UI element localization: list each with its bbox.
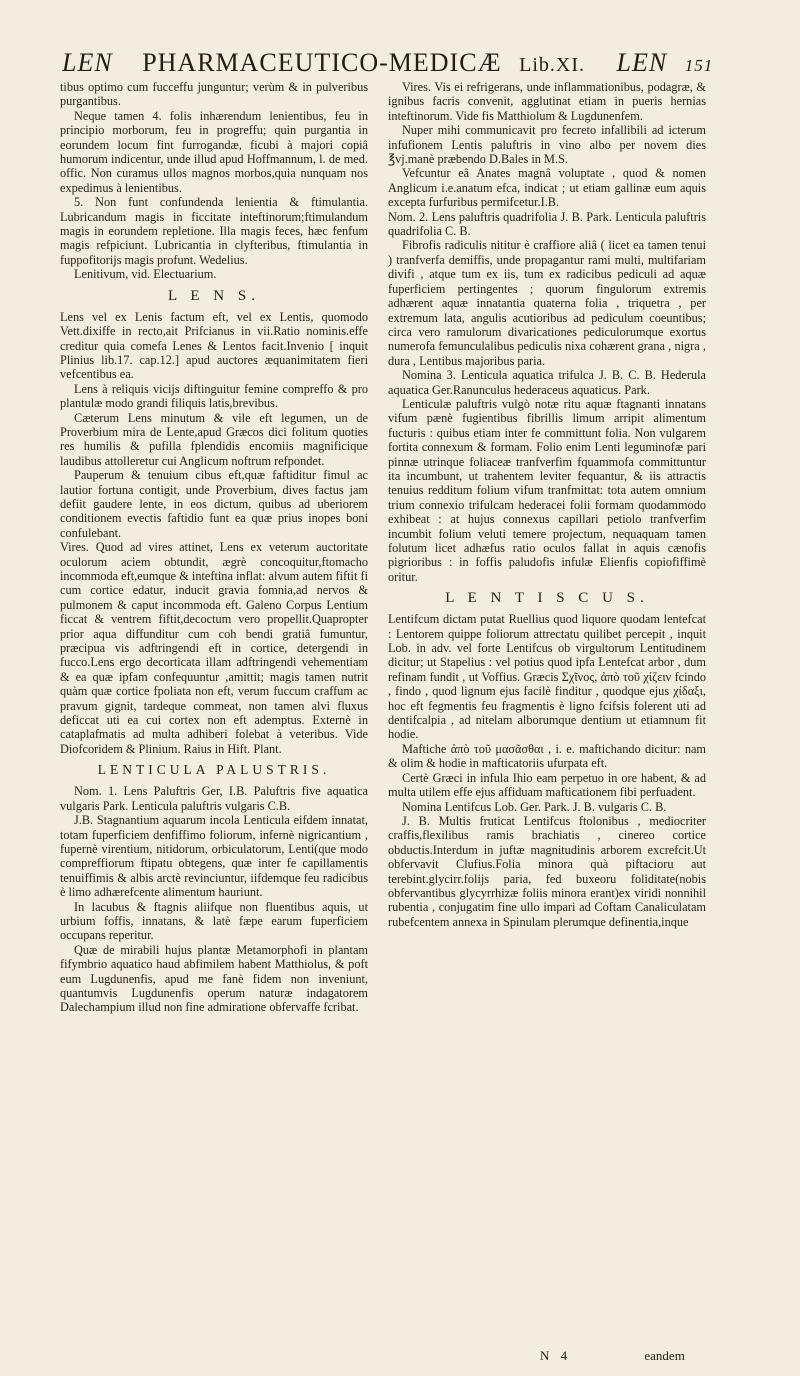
paragraph: Lens vel ex Lenis factum eft, vel ex Lentis, quomodo Vett.dixiffe in recto,ait Prifcianus in vii.Ratio nominis.effe creditur quia comefa Lenes & Lentos facit.Invenio [ inquit Plinius lib.17. cap.12.] apud auctores æquanimitatem fieri vefcentibus ea.: [60, 309, 368, 382]
paragraph: Lens à reliquis vicijs diftinguitur femine compreffo & pro plantulæ modo grandi filiquis latis,brevibus.: [60, 381, 368, 411]
running-head: [62, 48, 782, 78]
paragraph: Vefcuntur eâ Anates magnâ voluptate , quod & nomen Anglicum i.e.anatum efca, indicat ; ut etiam gallinæ eum aquis excepta furfuribus permifcetur.I.B.: [388, 166, 706, 210]
paragraph: Fibrofis radiculis nititur è craffiore aliâ ( licet ea tamen tenui ) tranfverfa demiffis, unde propagantur rami multi, multifariam divifi , atque tum ex iis, tum ex radicibus pediculi ad aquæ fuperficiem pertingentes ; quorum fingulorum extremis adhærent aquæ innatantia quaterna folia , triquetra , per extremum lata, angulis acutioribus ad pediculum coeuntibus; circa vero ramulorum divaricationes pediculorumque exortus numerofa femunculalibus pediculis nixa cohærent grana , nigra , dura , Lentibus majoribus paria.: [388, 238, 706, 368]
page-footer: [540, 1348, 780, 1364]
running-head-title: PHARMACEUTICO-MEDICÆ: [142, 48, 502, 77]
paragraph: In lacubus & ftagnis aliifque non fluentibus aquis, ut urbium foffis, innatans, & latè fæpe earum fuperficiem occupans reperitur.: [60, 899, 368, 943]
signature-number: 4: [560, 1348, 568, 1363]
paragraph: Lentifcum dictam putat Ruellius quod liquore quodam lentefcat : Lentorem quippe foliorum attrectatu quilibet percepit , inquit Lob. in adv. vel forte Lentifcus ob virgultorum Lentitudinem dicitur; ut Stapelius : vel potius quod ipfa Lentefcat arbor , dum refinam fundit , ut Voffius. Græcis Σχῖνος, ἀπὸ τοῦ χίζειν fcindo , findo , quod lignum ejus facilè finditur , quodque ejus χίδαξι, hoc eft fegmentis feu fragmentis è ligno fcifsis folerent uti ad dentifcalpia , ad nitelam alborumque dentium ut etiamnum fit hodie.: [388, 612, 706, 742]
paragraph: Certè Græci in infula Ihio eam perpetuo in ore habent, & ad multa utilem effe ejus affiduam mafticationem fibi perfuadent.: [388, 770, 706, 800]
paragraph: Quæ de mirabili hujus plantæ Metamorphofi in plantam fifymbrio aquatico haud abfimilem habent Matthiolus, & poft eum Lugdunenfis, apud me fanè fidem non inveniunt, quantumvis Lugdunenfis operum naturæ indagatorem Dalechampium illud non fine admiratione obfervaffe fcribat.: [60, 942, 368, 1015]
paragraph: Pauperum & tenuium cibus eft,quæ faftiditur fimul ac lautior fortuna contigit, unde Proverbium, dives factus jam defiit gaudere lente, in eos dictum, quibus ad uberiorem conditionem evectis faftidio funt ea quæ prius inopes boni confulebant.: [60, 468, 368, 540]
paragraph: Vires. Vis ei refrigerans, unde inflammationibus, podagræ, & ignibus facris convenit, agglutinat etiam in pueris hernias inteftinorum. Vide fis Matthiolum & Lugdunenfem.: [388, 80, 706, 123]
paragraph: Nom. 1. Lens Paluftris Ger, I.B. Paluftris five aquatica vulgaris Park. Lenticula paluftris vulgaris C.B.: [60, 784, 368, 813]
page-number: 151: [684, 56, 714, 75]
paragraph: Vires. Quod ad vires attinet, Lens ex veterum auctoritate oculorum aciem obtundit, ægrè concoquitur,ftomacho incommoda eft,eumque & inteftina inflat: alvum autem fiftit fi cum cortice edatur, inducit gravia fomnia,ad nervos & pulmonem & caput incommoda eft. Galeno Corpus Lentium ficcat & ventrem fiftit,decoctum vero propellit.Quapropter prior aqua diffunditur cum coh bendi gratiâ fumuntur, præcipua vis adftringendi eft in cortice, detergendi in fucco.Lens ergo decorticata illam adftringendi vehementiam & ea quæ ipfam confequuntur ,amittit; magis tamen nutrit quàm quæ cortice fpoliata non eft, verum fuccum craffum ac pravum gignit, tardeque commeat, non tamen alvi fluxus deficcat uti ea cui cortex non eft ademptus. Externè in cataplafmatis ad multa adhiberi folebat à veteribus. Vide Diofcoridem & Plinium. Raius in Hift. Plant.: [60, 540, 368, 756]
paragraph: Maftiche ἀπὸ τοῦ μασᾶσθαι , i. e. maftichando dicitur: nam & olim & hodie in mafticatoriis ufurpata eft.: [388, 741, 706, 771]
running-head-right: LEN: [616, 48, 668, 77]
running-head-book: Lib.XI.: [519, 54, 586, 76]
paragraph: Nom. 2. Lens paluftris quadrifolia J. B. Park. Lenticula paluftris quadrifolia C. B.: [388, 209, 706, 239]
left-column: [60, 80, 368, 1330]
paragraph: tibus optimo cum fucceffu junguntur; verùm & in pulveribus purgantibus.: [60, 80, 368, 109]
paragraph: Nomina 3. Lenticula aquatica trifulca J. B. C. B. Hederula aquatica Ger.Ranunculus hederaceus aquaticus. Park.: [388, 368, 706, 397]
running-head-left: LEN: [62, 48, 113, 77]
right-column: [388, 80, 706, 1330]
signature-mark: N: [540, 1348, 550, 1363]
paragraph: Cæterum Lens minutum & vile eft legumen, un de Proverbium mira de Lente,apud Græcos dici folitum quoties res humilis & pufilla fplendidis encomiis magnificique laudibus attolleretur cui Anglicum noftrum refpondet.: [60, 410, 368, 468]
paragraph: 5. Non funt confundenda lenientia & ftimulantia. Lubricandum magis in ficcitate inteftinorum;ftimulandum magis in eorundem repletione. Illa magis feces, hæc fenfum magis refpiciunt. Lubricantia in clyfteribus, ftimulantia in fuppofitorijs magis profunt. Wedelius.: [60, 195, 368, 267]
paragraph: Nuper mihi communicavit pro fecreto infallibili ad icterum infufionem Lentis paluftris in vino albo per novem dies ℥vj.manè præbendo D.Bales in M.S.: [388, 123, 706, 167]
paragraph: Neque tamen 4. folis inhærendum lenientibus, feu in principio morborum, feu in progreffu; quin purgantia in eorundem locum fint furrogandæ, ficubi à majori copiâ humorum indicentur, unde illud apud Hoffmannum, l. de med. offic. Non curamus ullos magnos morbos,quia nunquam nos expedimus à lenientibus.: [60, 108, 368, 195]
catchword: eandem: [644, 1348, 685, 1363]
cross-reference: Lenitivum, vid. Electuarium.: [74, 267, 217, 282]
section-heading-lenticula: LENTICULA PALUSTRIS.: [97, 762, 331, 778]
paragraph: Lenticulæ paluftris vulgò notæ ritu aquæ ftagnanti innatans vifum pænè fugientibus fibrillis limum arripit alimentum fucturis : quibus etiam inter fe committunt folia. Non vulgarem fortita connexum & formam. Folio enim Lenti leguminofæ pari pinnæ utrinque foliaceæ tranfverfim fquammofa committuntur ita incumbunt, ut trahentem leviter fequantur, & iis attractis tenuius redditum folium vifum tranfmittat: tota autem omnium trium connexio trifulcam hederacei folii formam quodammodo exhibeat : at hujus connexus capillari petiolo tranfverfim incumbit folium veluti temere projectum, nequaquam tamen folutum licet adhæfus ratio oculos fallat in aquis cænofis pigrioribus : in foffis paludofis infulæ Elienfis copiofiffimè oritur.: [388, 396, 706, 584]
paragraph: Nomina Lentifcus Lob. Ger. Park. J. B. vulgaris C. B.: [402, 799, 667, 814]
paragraph: J.B. Stagnantium aquarum incola Lenticula eifdem innatat, totam fuperficiem denfiffimo foliorum, infernè nigricantium , fupernè virentium, nitidorum, orbiculatorum, Lenti(que modo compreffiorum ftipatu obtegens, quæ inter fe capillamentis tenuiffimis & albis arctè revinciuntur, iifdemque feu radicibus è limo adhærefcente alimentum hauriunt.: [60, 813, 368, 900]
section-heading-lentiscus: L E N T I S C U S.: [445, 590, 649, 607]
paragraph: J. B. Multis fruticat Lentifcus ftolonibus , mediocriter craffis,flexilibus ramis brachiatis , cinereo cortice obductis.Interdum in juftæ magnitudinis arborem excrefcit.Ut obfervavit Clufius.Folia minora quà piftacioru aut terebint.glycirr.folijs paria, fed buxeoru foliditate(nobis obfervantibus glycyrrhizæ foliis minora erant)ex viridi nonnihil rubentia , conjugatim fine ullo impari ad Coftam Canaliculatam rubefcentem annexa in Spinulam plerumque definentia,inque: [388, 813, 706, 929]
section-heading-lens: L E N S.: [168, 287, 260, 304]
